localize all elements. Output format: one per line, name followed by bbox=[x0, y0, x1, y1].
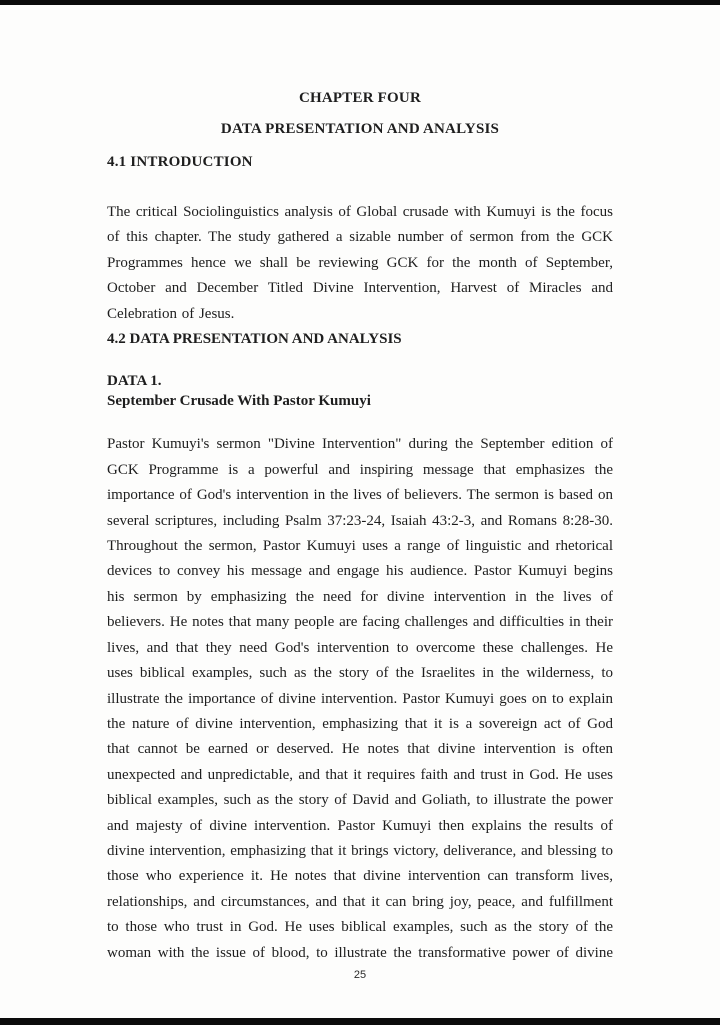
data-1-paragraph: Pastor Kumuyi's sermon "Divine Intervention" during the September edition of GCK Programme is a powerful and inspiring message that emphasizes the importance of God's intervention in the lives of believers. The sermon is based on several scriptures, including Psalm 37:23-24, Isaiah 43:2-3, and Romans 8:28-30. Throughout the sermon, Pastor Kumuyi uses a range of linguistic and rhetorical devices to convey his message and engage his audience. Pastor Kumuyi begins his sermon by emphasizing the need for divine intervention in the lives of believers. He notes that many people are facing challenges and difficulties in their lives, and that they need God's intervention to overcome these challenges. He uses biblical examples, such as the story of the Israelites in the wilderness, to illustrate the importance of divine intervention. Pastor Kumuyi goes on to explain the nature of divine intervention, emphasizing that it is a sovereign act of God that cannot be earned or deserved. He notes that divine intervention is often unexpected and unpredictable, and that it requires faith and trust in God. He uses biblical examples, such as the story of David and Goliath, to illustrate the power and majesty of divine intervention. Pastor Kumuyi then explains the results of divine intervention, emphasizing that it brings victory, deliverance, and blessing to those who experience it. He notes that divine intervention can transform lives, relationships, and circumstances, and that it can bring joy, peace, and fulfillment to those who trust in God. He uses biblical examples, such as the story of the woman with the issue of blood, to illustrate the transformative power of divine bbox=[107, 436, 613, 961]
section-4-1-heading: 4.1 INTRODUCTION bbox=[107, 154, 253, 170]
section-4-2-heading: 4.2 DATA PRESENTATION AND ANALYSIS bbox=[107, 331, 402, 348]
scan-edge-bottom bbox=[0, 1018, 720, 1025]
chapter-subtitle: DATA PRESENTATION AND ANALYSIS bbox=[220, 121, 500, 137]
data-1-title: September Crusade With Pastor Kumuyi bbox=[107, 393, 371, 410]
page-content bbox=[107, 0, 613, 966]
data-1-label: DATA 1. bbox=[107, 373, 162, 390]
chapter-title: CHAPTER FOUR bbox=[299, 90, 421, 106]
section-4-1-paragraph: The critical Sociolinguistics analysis of Global crusade with Kumuyi is the focus of this chapter. The study gathered a sizable number of sermon from the GCK Programmes hence we shall be reviewing GCK for the month of September, October and December Titled Divine Intervention, Harvest of Miracles and Celebration of Jesus. bbox=[107, 204, 613, 322]
data-1-heading-block bbox=[107, 371, 613, 411]
page-number: 25 bbox=[353, 969, 367, 981]
